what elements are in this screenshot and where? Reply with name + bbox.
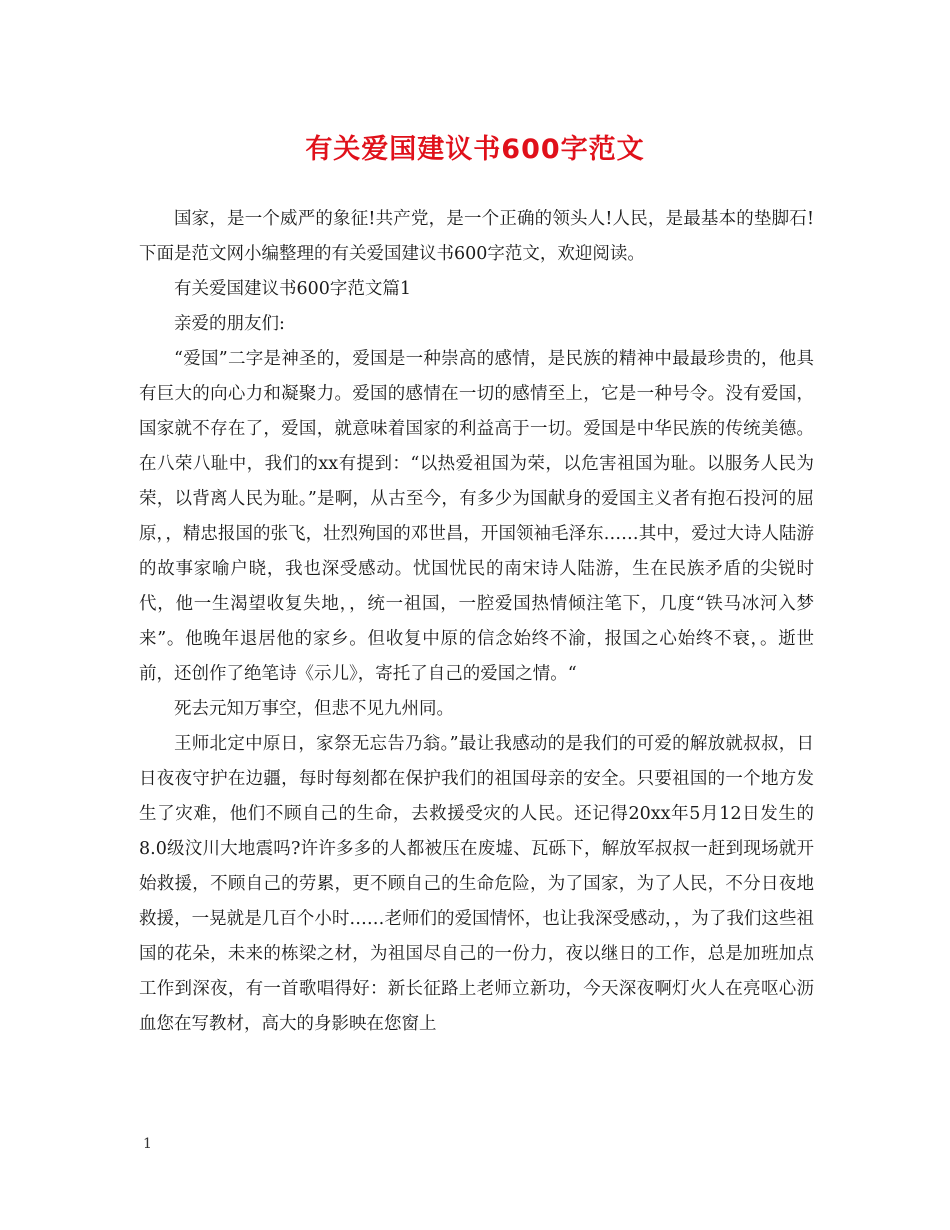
intro-paragraph: 国家，是一个威严的象征!共产党，是一个正确的领头人!人民，是最基本的垫脚石! 下面是范文网小编整理的有关爱国建议书600字范文，欢迎阅读。	[139, 209, 814, 264]
document-body	[139, 202, 814, 1042]
document-title: 有关爱国建议书600字范文	[305, 134, 645, 165]
body-paragraph: 王师北定中原日，家祭无忘告乃翁。”最让我感动的是我们的可爱的解放就叔叔，日日夜夜守护在边疆，每时每刻都在保护我们的祖国母亲的安全。只要祖国的一个地方发生了灾难，他们不顾自己的生命，去救援受灾的人民。还记得20xx年5月12日发生的8.0级汶川大地震吗?许许多多的人都被压在废墟、瓦砾下，解放军叔叔一赶到现场就开始救援，不顾自己的劳累，更不顾自己的生命危险，为了国家，为了人民，不分日夜地救援，一晃就是几百个小时……老师们的爱国情怀，也让我深受感动，，为了我们这些祖国的花朵，未来的栋梁之材，为祖国尽自己的一份力，夜以继日的工作，总是加班加点工作到深夜，有一首歌唱得好：新长征路上老师立新功，今天深夜啊灯火人在亮呕心沥血您在写教材，高大的身影映在您窗上	[139, 734, 814, 1034]
section-heading: 有关爱国建议书600字范文篇1	[174, 279, 412, 299]
salutation: 亲爱的朋友们:	[174, 314, 285, 334]
page-number: 1	[143, 1136, 152, 1152]
poem-line: 死去元知万事空，但悲不见九州同。	[174, 699, 454, 719]
body-paragraph: “爱国”二字是神圣的，爱国是一种崇高的感情，是民族的精神中最最珍贵的，他具有巨大的向心力和凝聚力。爱国的感情在一切的感情至上，它是一种号令。没有爱国，国家就不存在了，爱国，就意味着国家的利益高于一切。爱国是中华民族的传统美德。在八荣八耻中，我们的xx有提到：“以热爱祖国为荣，以危害祖国为耻。以服务人民为荣，以背离人民为耻。”是啊，从古至今，有多少为国献身的爱国主义者有抱石投河的屈原，，精忠报国的张飞，壮烈殉国的邓世昌，开国领袖毛泽东……其中，爱过大诗人陆游的故事家喻户晓，我也深受感动。忧国忧民的南宋诗人陆游，生在民族矛盾的尖锐时代，他一生渴望收复失地，，统一祖国，一腔爱国热情倾注笔下，几度“铁马冰河入梦来”。他晚年退居他的家乡。但收复中原的信念始终不渝，报国之心始终不衰，。逝世前，还创作了绝笔诗《示儿》，寄托了自己的爱国之情。“	[139, 349, 814, 684]
